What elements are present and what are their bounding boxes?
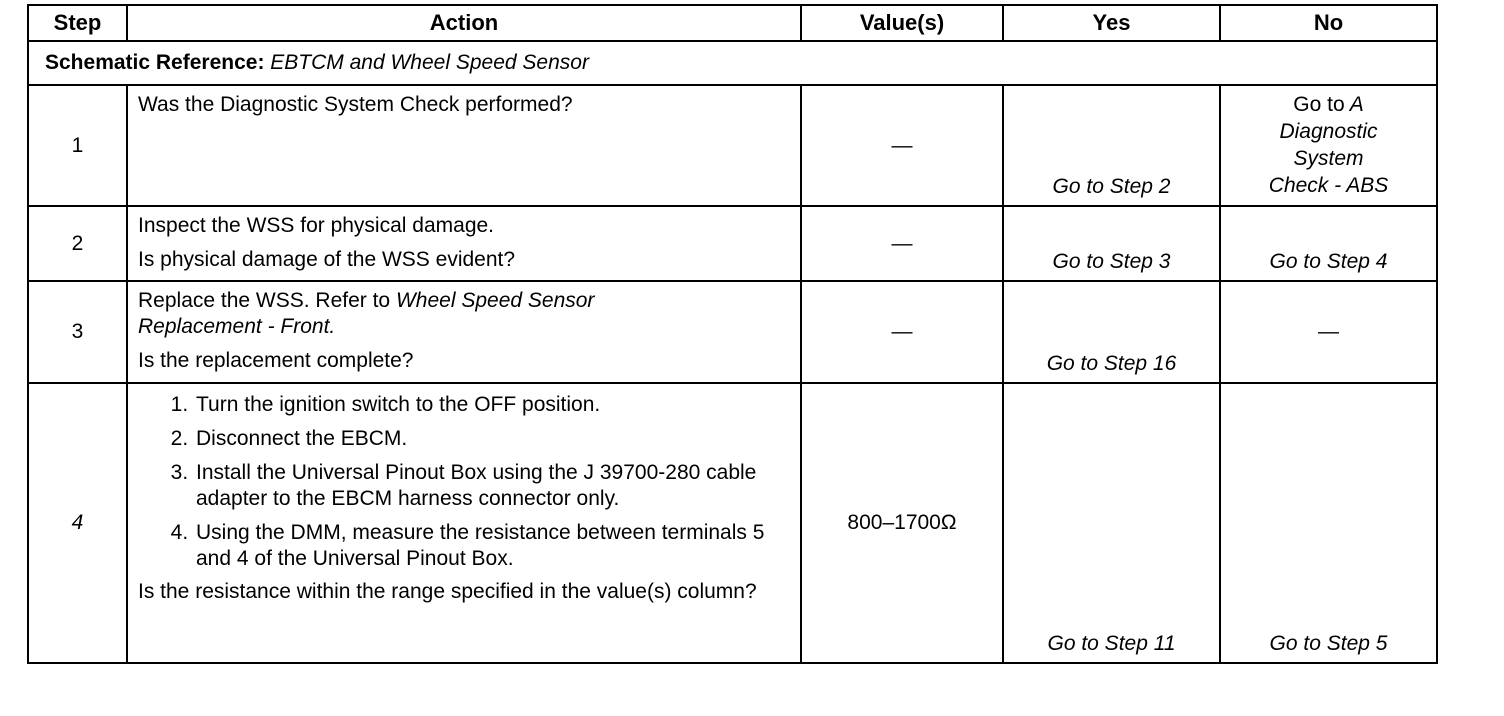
schematic-reference (28, 41, 1437, 85)
no-prefix: Go to (1293, 93, 1345, 116)
value-cell: 800–1700Ω (801, 383, 1003, 663)
table-row (28, 281, 1437, 383)
substep-item: 2. Disconnect the EBCM. (194, 426, 790, 452)
header-action: Action (127, 5, 801, 41)
step-number: 1 (28, 85, 127, 206)
table-row (28, 85, 1437, 206)
header-step: Step (28, 5, 127, 41)
step-number: 3 (28, 281, 127, 383)
no-cell: Go to Step 4 (1220, 206, 1437, 281)
header-yes: Yes (1003, 5, 1220, 41)
step-number: 2 (28, 206, 127, 281)
substep-item: 1. Turn the ignition switch to the OFF position. (194, 392, 790, 418)
action-question: Was the Diagnostic System Check performed? (138, 93, 573, 116)
no-link-part: Diagnostic (1279, 120, 1378, 143)
diagnostic-table (27, 4, 1438, 664)
action-text: Inspect the WSS for physical damage. (138, 214, 495, 237)
substep-item: 3. Install the Universal Pinout Box using the J 39700-280 cable adapter to the EBCM harness connector only. (194, 460, 790, 512)
action-cell (127, 85, 801, 206)
action-ref: Replacement - Front. (138, 315, 336, 338)
no-link-part: System (1293, 147, 1364, 170)
header-no: No (1220, 5, 1437, 41)
yes-cell: Go to Step 3 (1003, 206, 1220, 281)
no-cell: Go to Step 5 (1220, 383, 1437, 663)
schematic-label: Schematic Reference: (45, 51, 265, 74)
schematic-ref: EBTCM and Wheel Speed Sensor (270, 51, 589, 74)
header-values: Value(s) (801, 5, 1003, 41)
yes-cell: Go to Step 2 (1003, 85, 1220, 206)
action-cell (127, 281, 801, 383)
action-ref: Wheel Speed Sensor (395, 289, 595, 312)
value-cell: — (801, 85, 1003, 206)
value-cell: — (801, 281, 1003, 383)
step-number: 4 (28, 383, 127, 663)
no-cell: — (1220, 281, 1437, 383)
action-question: Is physical damage of the WSS evident? (138, 248, 516, 271)
no-link-part: Check - ABS (1268, 174, 1389, 197)
substep-item: 4. Using the DMM, measure the resistance between terminals 5 and 4 of the Universal Pinout Box. (194, 520, 790, 572)
header-row (28, 5, 1437, 41)
no-cell (1220, 85, 1437, 206)
action-text: Replace the WSS. Refer to (138, 289, 391, 312)
action-cell (127, 383, 801, 663)
no-link-part: A (1349, 93, 1364, 116)
substep-list (138, 392, 790, 572)
schematic-row (28, 41, 1437, 85)
action-question: Is the replacement complete? (138, 349, 414, 372)
table-row (28, 206, 1437, 281)
table-row (28, 383, 1437, 663)
yes-cell: Go to Step 16 (1003, 281, 1220, 383)
action-cell (127, 206, 801, 281)
value-cell: — (801, 206, 1003, 281)
yes-cell: Go to Step 11 (1003, 383, 1220, 663)
action-question: Is the resistance within the range specified in the value(s) column? (138, 580, 757, 603)
